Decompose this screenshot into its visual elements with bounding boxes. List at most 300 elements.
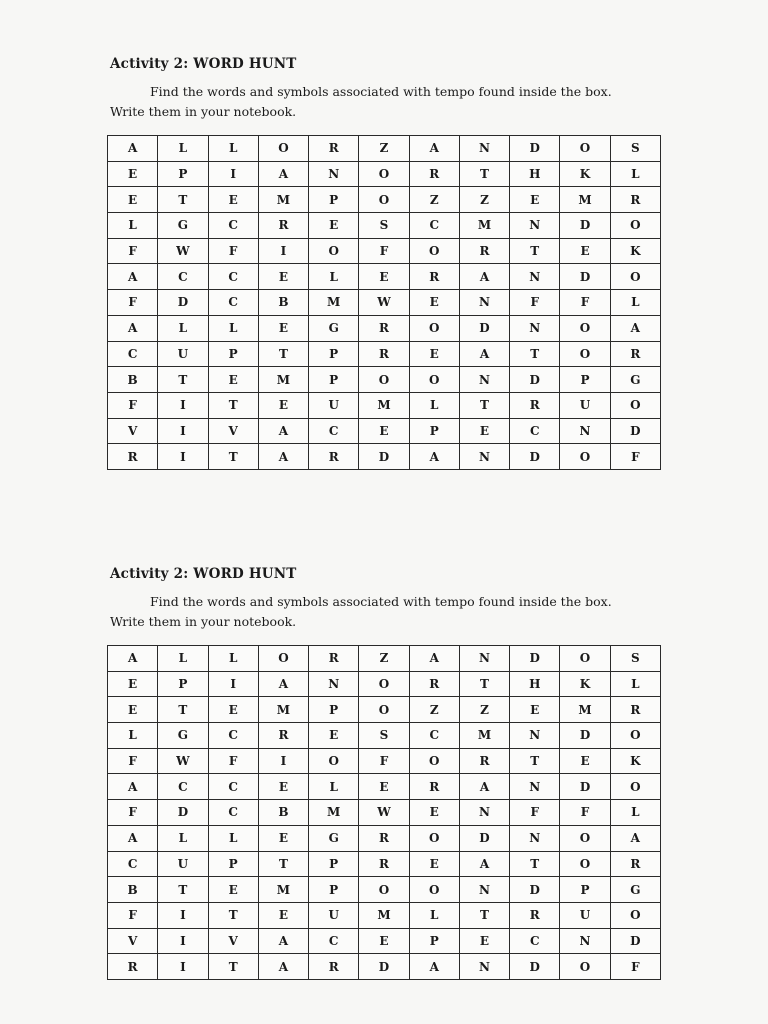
grid-cell: N [510,774,560,800]
grid-cell: K [560,671,610,697]
grid-cell: N [309,161,359,187]
grid-cell: L [409,392,459,418]
grid-cell: T [208,954,258,980]
grid-cell: O [258,136,308,162]
grid-cell: O [359,877,409,903]
grid-row [108,671,661,697]
grid-cell: D [610,418,660,444]
grid-cell: T [459,671,509,697]
grid-cell: O [560,315,610,341]
grid-cell: V [108,928,158,954]
grid-cell: O [610,392,660,418]
grid-cell: A [459,774,509,800]
grid-cell: E [108,671,158,697]
grid-cell: K [610,238,660,264]
grid-cell: A [108,315,158,341]
instruction-line-1: Find the words and symbols associated with tempo found inside the box. [150,84,612,99]
grid-cell: A [459,851,509,877]
grid-cell: D [510,954,560,980]
grid-cell: L [409,902,459,928]
grid-cell: E [359,928,409,954]
word-search-grid [107,135,661,470]
grid-row [108,341,661,367]
grid-cell: M [258,697,308,723]
grid-cell: M [258,367,308,393]
grid-cell: E [409,290,459,316]
grid-cell: N [459,367,509,393]
grid-cell: L [610,671,660,697]
grid-cell: G [158,213,208,239]
grid-cell: O [359,161,409,187]
grid-cell: A [459,341,509,367]
grid-cell: Z [409,697,459,723]
grid-cell: L [208,825,258,851]
grid-cell: O [560,136,610,162]
grid-cell: R [409,264,459,290]
grid-cell: T [459,902,509,928]
grid-cell: A [610,315,660,341]
grid-cell: M [459,213,509,239]
grid-cell: C [108,341,158,367]
grid-cell: G [309,315,359,341]
grid-cell: B [108,877,158,903]
grid-cell: D [510,367,560,393]
grid-cell: S [610,646,660,672]
grid-cell: F [610,444,660,470]
grid-cell: D [459,315,509,341]
grid-cell: U [158,341,208,367]
grid-cell: P [208,851,258,877]
grid-cell: N [459,136,509,162]
grid-cell: T [459,161,509,187]
grid-cell: C [208,800,258,826]
grid-cell: F [108,902,158,928]
grid-cell: I [208,161,258,187]
grid-cell: F [560,290,610,316]
grid-cell: F [108,290,158,316]
grid-cell: T [459,392,509,418]
grid-cell: F [208,238,258,264]
grid-cell: E [258,315,308,341]
grid-cell: E [108,187,158,213]
grid-row [108,697,661,723]
grid-cell: H [510,161,560,187]
grid-cell: P [409,418,459,444]
grid-cell: E [108,697,158,723]
grid-cell: C [208,213,258,239]
word-search-grid [107,645,661,980]
grid-cell: A [258,954,308,980]
grid-cell: A [258,161,308,187]
grid-cell: E [208,697,258,723]
grid-row [108,825,661,851]
grid-cell: E [359,774,409,800]
grid-cell: T [510,748,560,774]
grid-cell: N [459,444,509,470]
grid-cell: R [459,748,509,774]
grid-cell: D [610,928,660,954]
grid-cell: F [359,238,409,264]
grid-cell: O [359,187,409,213]
grid-cell: O [560,954,610,980]
grid-cell: Z [359,646,409,672]
grid-cell: C [158,774,208,800]
grid-cell: C [208,723,258,749]
grid-cell: E [258,902,308,928]
grid-cell: E [208,187,258,213]
grid-cell: O [409,825,459,851]
grid-cell: A [459,264,509,290]
grid-cell: I [258,748,308,774]
grid-cell: D [560,264,610,290]
grid-cell: C [208,290,258,316]
grid-cell: L [208,646,258,672]
grid-cell: E [258,825,308,851]
grid-cell: Z [459,697,509,723]
grid-row [108,161,661,187]
grid-cell: G [309,825,359,851]
grid-cell: N [560,418,610,444]
grid-cell: P [158,161,208,187]
grid-row [108,315,661,341]
grid-cell: O [610,723,660,749]
grid-cell: U [560,902,610,928]
grid-cell: I [158,902,208,928]
grid-cell: R [409,671,459,697]
grid-cell: E [459,418,509,444]
grid-cell: R [309,954,359,980]
grid-cell: W [158,238,208,264]
grid-cell: L [158,646,208,672]
grid-row [108,774,661,800]
grid-cell: R [409,774,459,800]
grid-row [108,444,661,470]
grid-cell: R [610,697,660,723]
grid-cell: N [560,928,610,954]
grid-cell: A [108,136,158,162]
grid-cell: O [560,646,610,672]
grid-cell: P [560,367,610,393]
grid-cell: O [560,825,610,851]
grid-cell: F [108,800,158,826]
grid-cell: G [610,877,660,903]
grid-cell: C [108,851,158,877]
grid-cell: E [359,264,409,290]
grid-cell: O [409,367,459,393]
grid-cell: O [560,341,610,367]
grid-row [108,800,661,826]
grid-cell: A [108,264,158,290]
grid-cell: O [409,877,459,903]
grid-cell: O [309,238,359,264]
grid-cell: O [409,315,459,341]
grid-cell: N [309,671,359,697]
grid-cell: R [309,136,359,162]
grid-cell: A [258,671,308,697]
grid-cell: B [258,800,308,826]
grid-row [108,264,661,290]
grid-cell: T [258,341,308,367]
grid-row [108,367,661,393]
grid-cell: T [158,877,208,903]
grid-cell: F [560,800,610,826]
grid-cell: D [510,136,560,162]
grid-cell: O [309,748,359,774]
grid-cell: I [158,954,208,980]
grid-cell: W [359,800,409,826]
grid-cell: T [510,341,560,367]
grid-cell: Z [409,187,459,213]
grid-cell: R [359,825,409,851]
grid-cell: O [610,902,660,928]
grid-cell: R [510,902,560,928]
grid-cell: I [258,238,308,264]
grid-cell: W [158,748,208,774]
grid-cell: U [309,902,359,928]
instruction-line-1: Find the words and symbols associated with tempo found inside the box. [150,594,612,609]
grid-row [108,136,661,162]
grid-cell: I [158,418,208,444]
grid-cell: K [560,161,610,187]
grid-cell: N [459,954,509,980]
grid-cell: D [459,825,509,851]
grid-cell: C [208,264,258,290]
grid-cell: F [610,954,660,980]
grid-cell: U [158,851,208,877]
grid-cell: T [208,392,258,418]
grid-cell: O [359,697,409,723]
grid-cell: O [560,851,610,877]
grid-cell: E [510,697,560,723]
grid-cell: E [258,774,308,800]
grid-cell: R [108,444,158,470]
grid-cell: M [459,723,509,749]
grid-cell: N [510,213,560,239]
grid-cell: C [510,928,560,954]
grid-row [108,877,661,903]
grid-row [108,954,661,980]
grid-cell: M [258,877,308,903]
grid-cell: B [108,367,158,393]
grid-row [108,646,661,672]
grid-cell: O [610,264,660,290]
grid-cell: F [510,290,560,316]
grid-cell: C [309,928,359,954]
grid-cell: E [108,161,158,187]
grid-cell: N [459,646,509,672]
grid-cell: L [610,800,660,826]
grid-cell: Z [359,136,409,162]
grid-cell: T [258,851,308,877]
grid-row [108,748,661,774]
grid-cell: L [108,213,158,239]
grid-cell: M [309,290,359,316]
grid-cell: E [409,851,459,877]
grid-cell: G [610,367,660,393]
grid-cell: C [409,723,459,749]
grid-cell: E [258,392,308,418]
grid-cell: D [560,213,610,239]
instruction-line-2: Write them in your notebook. [110,104,297,119]
grid-cell: F [359,748,409,774]
grid-cell: L [208,136,258,162]
grid-cell: A [258,928,308,954]
grid-cell: S [359,213,409,239]
grid-cell: A [258,444,308,470]
grid-cell: D [510,646,560,672]
grid-cell: A [409,646,459,672]
grid-cell: L [610,290,660,316]
grid-cell: R [258,723,308,749]
activity-heading: Activity 2: WORD HUNT [110,56,297,72]
grid-cell: P [309,341,359,367]
grid-cell: E [309,723,359,749]
grid-cell: E [309,213,359,239]
grid-cell: R [309,646,359,672]
grid-cell: F [108,238,158,264]
grid-cell: M [359,902,409,928]
grid-row [108,851,661,877]
grid-cell: T [208,444,258,470]
grid-cell: D [560,774,610,800]
grid-cell: R [359,851,409,877]
grid-cell: R [510,392,560,418]
grid-cell: P [208,341,258,367]
grid-cell: H [510,671,560,697]
grid-cell: E [560,748,610,774]
grid-cell: P [309,367,359,393]
grid-cell: T [158,697,208,723]
grid-cell: N [459,290,509,316]
grid-cell: E [208,877,258,903]
grid-row [108,418,661,444]
grid-cell: E [459,928,509,954]
grid-cell: W [359,290,409,316]
grid-cell: M [258,187,308,213]
grid-cell: O [409,238,459,264]
grid-cell: L [158,136,208,162]
grid-cell: O [359,367,409,393]
grid-cell: K [610,748,660,774]
grid-cell: R [359,341,409,367]
grid-cell: A [108,646,158,672]
grid-cell: R [359,315,409,341]
grid-cell: M [560,697,610,723]
grid-cell: O [409,748,459,774]
grid-cell: E [560,238,610,264]
grid-cell: R [610,341,660,367]
grid-cell: L [309,264,359,290]
grid-cell: T [208,902,258,928]
grid-cell: D [560,723,610,749]
grid-cell: V [208,418,258,444]
grid-cell: L [158,315,208,341]
grid-cell: C [208,774,258,800]
grid-cell: R [610,187,660,213]
grid-cell: R [108,954,158,980]
grid-cell: A [108,825,158,851]
grid-cell: I [158,392,208,418]
grid-cell: E [409,341,459,367]
grid-cell: T [510,238,560,264]
activity-heading: Activity 2: WORD HUNT [110,566,297,582]
grid-cell: R [610,851,660,877]
grid-cell: B [258,290,308,316]
grid-cell: R [459,238,509,264]
grid-cell: T [158,187,208,213]
grid-cell: D [510,877,560,903]
grid-cell: M [560,187,610,213]
grid-cell: D [359,444,409,470]
grid-cell: P [409,928,459,954]
grid-cell: D [510,444,560,470]
grid-cell: P [309,877,359,903]
grid-cell: A [409,954,459,980]
grid-cell: I [158,444,208,470]
grid-cell: V [208,928,258,954]
grid-cell: O [258,646,308,672]
grid-cell: P [309,697,359,723]
grid-cell: L [610,161,660,187]
grid-cell: I [158,928,208,954]
grid-cell: G [158,723,208,749]
grid-cell: P [158,671,208,697]
grid-cell: D [158,800,208,826]
grid-cell: E [359,418,409,444]
grid-cell: N [510,723,560,749]
grid-cell: P [309,187,359,213]
grid-cell: L [309,774,359,800]
grid-cell: D [158,290,208,316]
grid-row [108,902,661,928]
grid-cell: S [610,136,660,162]
grid-cell: V [108,418,158,444]
grid-cell: P [309,851,359,877]
grid-cell: L [158,825,208,851]
grid-cell: O [359,671,409,697]
grid-row [108,213,661,239]
grid-cell: O [610,774,660,800]
grid-cell: N [459,877,509,903]
grid-cell: T [158,367,208,393]
grid-row [108,238,661,264]
instruction-line-2: Write them in your notebook. [110,614,297,629]
grid-cell: I [208,671,258,697]
grid-cell: E [510,187,560,213]
grid-row [108,392,661,418]
grid-cell: A [610,825,660,851]
grid-cell: C [409,213,459,239]
grid-cell: A [258,418,308,444]
grid-row [108,723,661,749]
grid-cell: S [359,723,409,749]
grid-cell: N [459,800,509,826]
grid-cell: Z [459,187,509,213]
grid-cell: A [409,444,459,470]
grid-cell: M [309,800,359,826]
grid-cell: E [258,264,308,290]
grid-cell: C [510,418,560,444]
grid-cell: F [208,748,258,774]
grid-cell: F [510,800,560,826]
grid-row [108,187,661,213]
grid-cell: C [309,418,359,444]
grid-cell: F [108,392,158,418]
grid-cell: U [309,392,359,418]
grid-row [108,928,661,954]
grid-cell: M [359,392,409,418]
grid-cell: U [560,392,610,418]
